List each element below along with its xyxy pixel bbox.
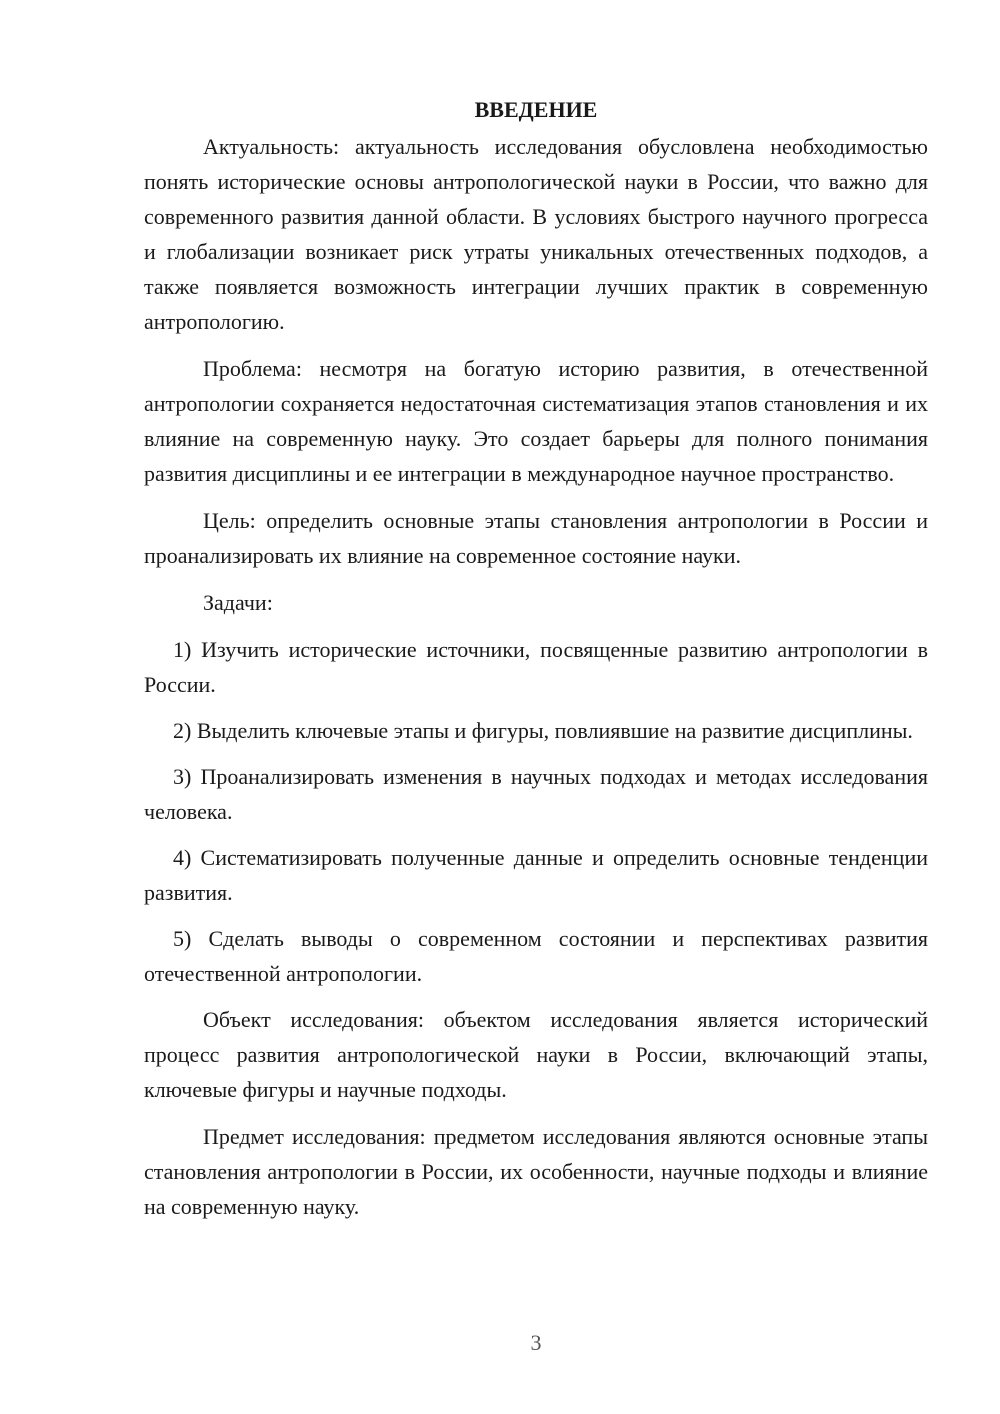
document-page [144,92,928,1236]
goal-paragraph: Цель: определить основные этапы становления антропологии в России и проанализировать их влияние на современное состояние науки. [144,508,928,568]
section-heading: ВВЕДЕНИЕ [474,97,598,122]
object-paragraph: Объект исследования: объектом исследования является исторический процесс развития антропологической науки в России, включающий этапы, ключевые фигуры и научные подходы. [144,1007,928,1102]
problem-paragraph: Проблема: несмотря на богатую историю развития, в отечественной антропологии сохраняется недостаточная систематизация этапов становления и их влияние на современную науку. Это создает барьеры для полного понимания развития дисциплины и ее интеграции в международное научное пространство. [144,356,928,486]
task-item-3: 3) Проанализировать изменения в научных подходах и методах исследования человека. [144,764,928,824]
tasks-label: Задачи: [203,590,273,615]
task-item-4: 4) Систематизировать полученные данные и определить основные тенденции развития. [144,845,928,905]
task-item-2: 2) Выделить ключевые этапы и фигуры, повлиявшие на развитие дисциплины. [173,718,913,743]
subject-paragraph: Предмет исследования: предметом исследования являются основные этапы становления антропологии в России, их особенности, научные подходы и влияние на современную науку. [144,1124,928,1219]
task-item-5: 5) Сделать выводы о современном состоянии и перспективах развития отечественной антропологии. [144,926,928,986]
page-number: 3 [530,1330,542,1355]
relevance-paragraph: Актуальность: актуальность исследования обусловлена необходимостью понять исторические основы антропологической науки в России, что важно для современного развития данной области. В условиях быстрого научного прогресса и глобализации возникает риск утраты уникальных отечественных подходов, а также появляется возможность интеграции лучших практик в современную антропологию. [144,134,928,334]
task-item-1: 1) Изучить исторические источники, посвященные развитию антропологии в России. [144,637,928,697]
